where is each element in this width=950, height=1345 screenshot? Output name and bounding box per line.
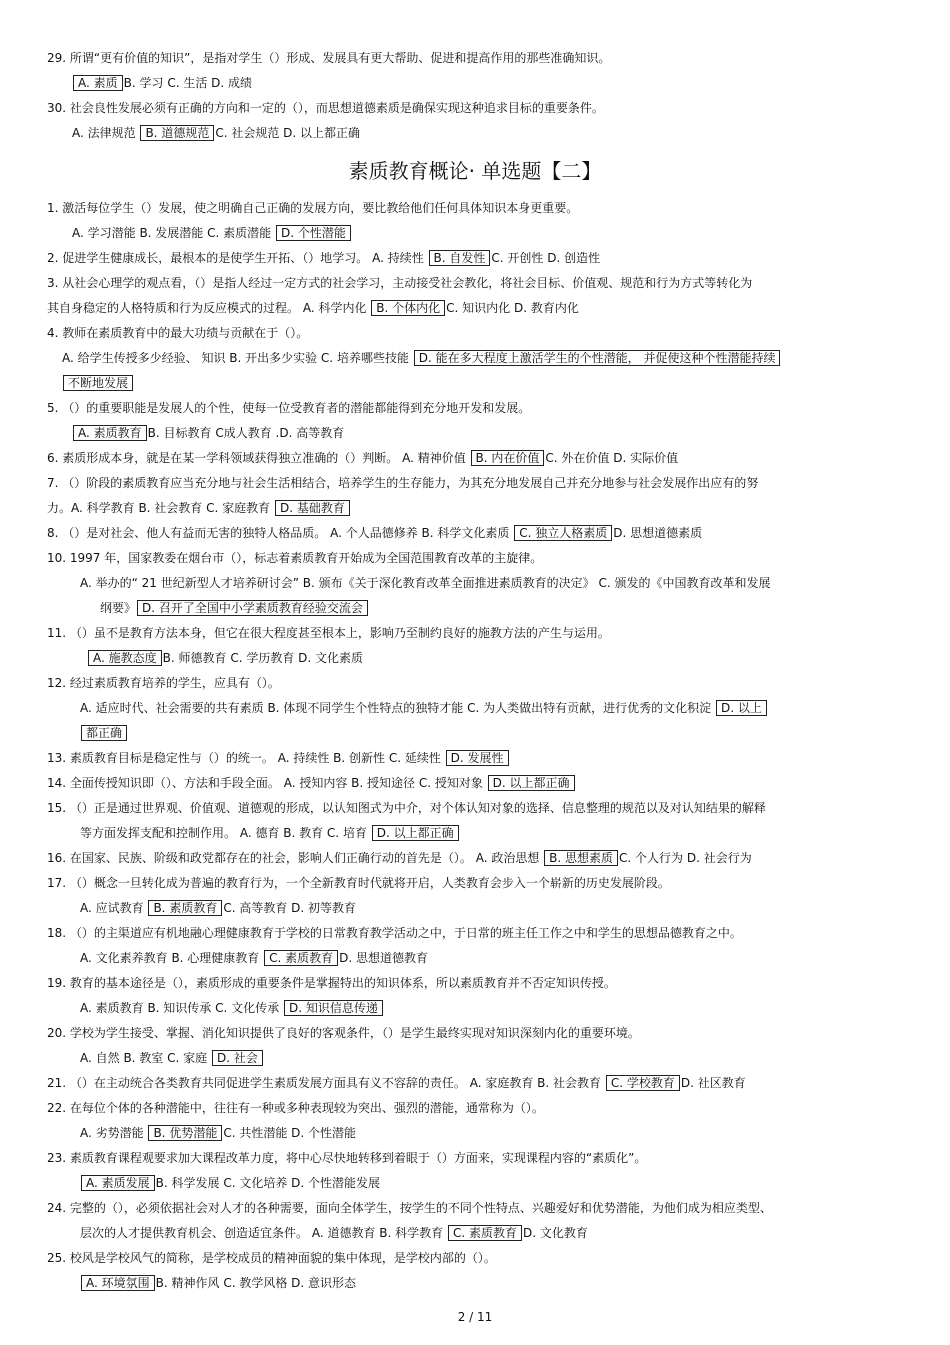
line-text: 3. 从社会心理学的观点看，（）是指人经过一定方式的社会学习，主动接受社会教化，将社会目标、价值观、规范和行为方式等转化为 xyxy=(47,276,753,290)
line-text: C. 外在价值 D. 实际价值 xyxy=(545,451,679,465)
question-line xyxy=(87,650,363,666)
question-line xyxy=(80,700,768,716)
line-text: 21. （）在主动统合各类教育共同促进学生素质发展方面具有义不容辞的责任。 A. 家庭教育 B. 社会教育 xyxy=(47,1076,605,1090)
question-line xyxy=(62,375,134,391)
question-line xyxy=(80,1275,356,1291)
answer-box: D. 基础教育 xyxy=(275,500,350,516)
line-text: 等方面发挥支配和控制作用。 A. 德育 B. 教育 C. 培育 xyxy=(80,826,371,840)
question-line xyxy=(47,500,351,516)
answer-box: C. 素质教育 xyxy=(264,950,338,966)
question-line xyxy=(80,825,460,841)
question-line xyxy=(47,300,579,316)
line-text: D. 文化教育 xyxy=(522,1226,588,1240)
question-line xyxy=(47,450,678,466)
answer-box: B. 优势潜能 xyxy=(148,1125,222,1141)
question-line xyxy=(47,100,604,116)
line-text: C. 知识内化 D. 教育内化 xyxy=(446,301,579,315)
question-line xyxy=(47,250,600,266)
line-text: 其自身稳定的人格特质和行为反应模式的过程。 A. 科学内化 xyxy=(47,301,371,315)
question-line xyxy=(47,475,758,491)
question-line xyxy=(80,950,428,966)
line-text: A. 给学生传授多少经验、 知识 B. 开出多少实验 C. 培养哪些技能 xyxy=(62,351,413,365)
question-line xyxy=(47,200,578,216)
answer-box: B. 思想素质 xyxy=(544,850,618,866)
answer-box: A. 施教态度 xyxy=(88,650,162,666)
line-text: 1. 激活每位学生（）发展，使之明确自己正确的发展方向，要比教给他们任何具体知识本身更重要。 xyxy=(47,201,579,215)
answer-box: A. 环境氛围 xyxy=(81,1275,155,1291)
question-line xyxy=(47,975,616,991)
answer-box: C. 独立人格素质 xyxy=(514,525,612,541)
line-text: C. 开创性 D. 创造性 xyxy=(491,251,601,265)
line-text: 14. 全面传授知识即（）、方法和手段全面。 A. 授知内容 B. 授知途径 C. 授知对象 xyxy=(47,776,487,790)
question-line xyxy=(80,1125,356,1141)
line-text: A. 自然 B. 教室 C. 家庭 xyxy=(80,1051,211,1065)
line-text: 23. 素质教育课程观要求加大课程改革力度，将中心尽快地转移到着眼于（）方面来，实现课程内容的“素质化”。 xyxy=(47,1151,647,1165)
line-text: 19. 教育的基本途径是（），素质形成的重要条件是掌握特出的知识体系，所以素质教育并不否定知识传授。 xyxy=(47,976,616,990)
line-text: D. 思想道德素质 xyxy=(613,526,703,540)
answer-box: D. 以上都正确 xyxy=(372,825,459,841)
answer-box: D. 能在多大程度上激活学生的个性潜能， 并促使这种个性潜能持续 xyxy=(414,350,781,366)
line-text: A. 应试教育 xyxy=(80,901,148,915)
question-line xyxy=(47,275,752,291)
question-line xyxy=(47,400,530,416)
question-line xyxy=(47,1075,746,1091)
line-text: A. 文化素养教育 B. 心理健康教育 xyxy=(80,951,264,965)
line-text: B. 目标教育 C成人教育 .D. 高等教育 xyxy=(147,426,345,440)
question-line xyxy=(47,800,766,816)
question-line xyxy=(47,1025,640,1041)
line-text: 力。A. 科学教育 B. 社会教育 C. 家庭教育 xyxy=(47,501,274,515)
question-line xyxy=(47,1100,544,1116)
line-text: 20. 学校为学生接受、掌握、消化知识提供了良好的客观条件，（）是学生最终实现对知识深刻内化的重要环境。 xyxy=(47,1026,640,1040)
answer-box: C. 素质教育 xyxy=(448,1225,522,1241)
line-text: 15. （）正是通过世界观、价值观、道德观的形成，以认知图式为中介，对个体认知对象的选择、信息整理的规范以及对认知结果的解释 xyxy=(47,801,766,815)
answer-box: B. 内在价值 xyxy=(471,450,545,466)
question-line xyxy=(80,1000,384,1016)
question-line xyxy=(47,550,542,566)
line-text: 12. 经过素质教育培养的学生，应具有（）。 xyxy=(47,676,280,690)
line-text: D. 社区教育 xyxy=(680,1076,746,1090)
line-text: A. 法律规范 xyxy=(72,126,140,140)
line-text: 13. 素质教育目标是稳定性与（）的统一。 A. 持续性 B. 创新性 C. 延续性 xyxy=(47,751,445,765)
line-text: 30. 社会良性发展必须有正确的方向和一定的（），而思想道德素质是确保实现这种追求目标的重要条件。 xyxy=(47,101,604,115)
question-line xyxy=(47,925,742,941)
line-text: 层次的人才提供教育机会、创造适宜条件。 A. 道德教育 B. 科学教育 xyxy=(80,1226,447,1240)
line-text: C. 个人行为 D. 社会行为 xyxy=(619,851,752,865)
question-line xyxy=(47,675,280,691)
question-line xyxy=(80,1050,264,1066)
line-text: 11. （）虽不是教育方法本身，但它在很大程度甚至根本上，影响乃至制约良好的施教方法的产生与运用。 xyxy=(47,626,610,640)
answer-box: D. 社会 xyxy=(212,1050,263,1066)
line-text: 29. 所谓“更有价值的知识”，是指对学生（）形成、发展具有更大帮助、促进和提高作用的那些准确知识。 xyxy=(47,51,611,65)
line-text: 16. 在国家、民族、阶级和政党都存在的社会，影响人们正确行动的首先是（）。 A. 政治思想 xyxy=(47,851,544,865)
line-text: 10. 1997 年，国家教委在烟台市（），标志着素质教育开始成为全国范围教育改革的主旋律。 xyxy=(47,551,543,565)
line-text: B. 精神作风 C. 教学风格 D. 意识形态 xyxy=(155,1276,357,1290)
question-line xyxy=(80,575,770,591)
answer-box: 不断地发展 xyxy=(63,375,133,391)
line-text: B. 师德教育 C. 学历教育 D. 文化素质 xyxy=(162,651,364,665)
line-text: A. 举办的“ 21 世纪新型人才培养研讨会” B. 颁布《关于深化教育改革全面推进素质教育的决定》 C. 颁发的《中国教育改革和发展 xyxy=(80,576,771,590)
line-text: 纲要》 xyxy=(100,601,137,615)
answer-box: D. 知识信息传递 xyxy=(284,1000,383,1016)
line-text: C. 高等教育 D. 初等教育 xyxy=(223,901,357,915)
answer-box: D. 召开了全国中小学素质教育经验交流会 xyxy=(137,600,368,616)
question-line xyxy=(80,1225,588,1241)
answer-box: 都正确 xyxy=(81,725,127,741)
line-text: 22. 在每位个体的各种潜能中，往往有一种或多种表现较为突出、强烈的潜能，通常称为（）。 xyxy=(47,1101,544,1115)
line-text: C. 共性潜能 D. 个性潜能 xyxy=(223,1126,357,1140)
line-text: A. 适应时代、社会需要的共有素质 B. 体现不同学生个性特点的独特才能 C. 为人类做出特有贡献，进行优秀的文化积淀 xyxy=(80,701,715,715)
answer-box: D. 个性潜能 xyxy=(276,225,351,241)
line-text: 2. 促进学生健康成长，最根本的是使学生开拓、（）地学习。 A. 持续性 xyxy=(47,251,428,265)
answer-box: D. 发展性 xyxy=(446,750,509,766)
line-text: 6. 素质形成本身，就是在某一学科领域获得独立准确的（）判断。 A. 精神价值 xyxy=(47,451,470,465)
answer-box: A. 素质发展 xyxy=(81,1175,155,1191)
line-text: C. 社会规范 D. 以上都正确 xyxy=(215,126,361,140)
line-text: B. 科学发展 C. 文化培养 D. 个性潜能发展 xyxy=(155,1176,381,1190)
question-line xyxy=(47,50,610,66)
question-line xyxy=(72,75,252,91)
line-text: A. 素质教育 B. 知识传承 C. 文化传承 xyxy=(80,1001,283,1015)
line-text: A. 学习潜能 B. 发展潜能 C. 素质潜能 xyxy=(72,226,275,240)
question-line xyxy=(72,425,344,441)
line-text: D. 思想道德教育 xyxy=(339,951,429,965)
question-line xyxy=(47,1200,772,1216)
line-text: 24. 完整的（），必须依据社会对人才的各种需要，面向全体学生，按学生的不同个性特点、兴趣爱好和优势潜能，为他们成为相应类型、 xyxy=(47,1201,772,1215)
answer-box: A. 素质 xyxy=(73,75,123,91)
line-text: 5. （）的重要职能是发展人的个性，使每一位受教育者的潜能都能得到充分地开发和发展。 xyxy=(47,401,531,415)
question-line xyxy=(80,900,356,916)
answer-box: B. 素质教育 xyxy=(148,900,222,916)
line-text: A. 劣势潜能 xyxy=(80,1126,148,1140)
line-text: 4. 教师在素质教育中的最大功绩与贡献在于（）。 xyxy=(47,326,309,340)
answer-box: D. 以上都正确 xyxy=(488,775,575,791)
line-text: 18. （）的主渠道应有机地融心理健康教育于学校的日常教育教学活动之中，于日常的班主任工作之中和学生的思想品德教育之中。 xyxy=(47,926,742,940)
line-text: 25. 校风是学校风气的简称，是学校成员的精神面貌的集中体现，是学校内部的（）。 xyxy=(47,1251,496,1265)
answer-box: B. 个体内化 xyxy=(371,300,445,316)
question-line xyxy=(47,1150,646,1166)
line-text: B. 学习 C. 生活 D. 成绩 xyxy=(123,76,253,90)
question-line xyxy=(47,775,576,791)
question-line xyxy=(47,625,610,641)
question-line xyxy=(80,725,128,741)
question-line xyxy=(72,225,352,241)
question-line xyxy=(62,350,781,366)
answer-box: D. 以上 xyxy=(716,700,767,716)
question-line xyxy=(47,750,510,766)
answer-box: B. 自发性 xyxy=(429,250,491,266)
line-text: 8. （）是对社会、他人有益而无害的独特人格品质。 A. 个人品德修养 B. 科学文化素质 xyxy=(47,526,514,540)
section-title: 素质教育概论· 单选题【二】 xyxy=(348,159,602,183)
question-line xyxy=(47,325,308,341)
question-line xyxy=(80,1175,380,1191)
answer-box: C. 学校教育 xyxy=(606,1075,680,1091)
answer-box: B. 道德规范 xyxy=(140,125,214,141)
question-line xyxy=(72,125,360,141)
answer-box: A. 素质教育 xyxy=(73,425,147,441)
line-text: 7. （）阶段的素质教育应当充分地与社会生活相结合，培养学生的生存能力，为其充分地发展自己并充分地参与社会发展作出应有的努 xyxy=(47,476,759,490)
page-number: 2 / 11 xyxy=(457,1310,493,1324)
question-line xyxy=(47,1250,496,1266)
question-line xyxy=(47,525,702,541)
line-text: 17. （）概念一旦转化成为普遍的教育行为，一个全新教育时代就将开启，人类教育会步入一个崭新的历史发展阶段。 xyxy=(47,876,670,890)
question-line xyxy=(47,850,752,866)
question-line xyxy=(47,875,670,891)
question-line xyxy=(100,600,369,616)
